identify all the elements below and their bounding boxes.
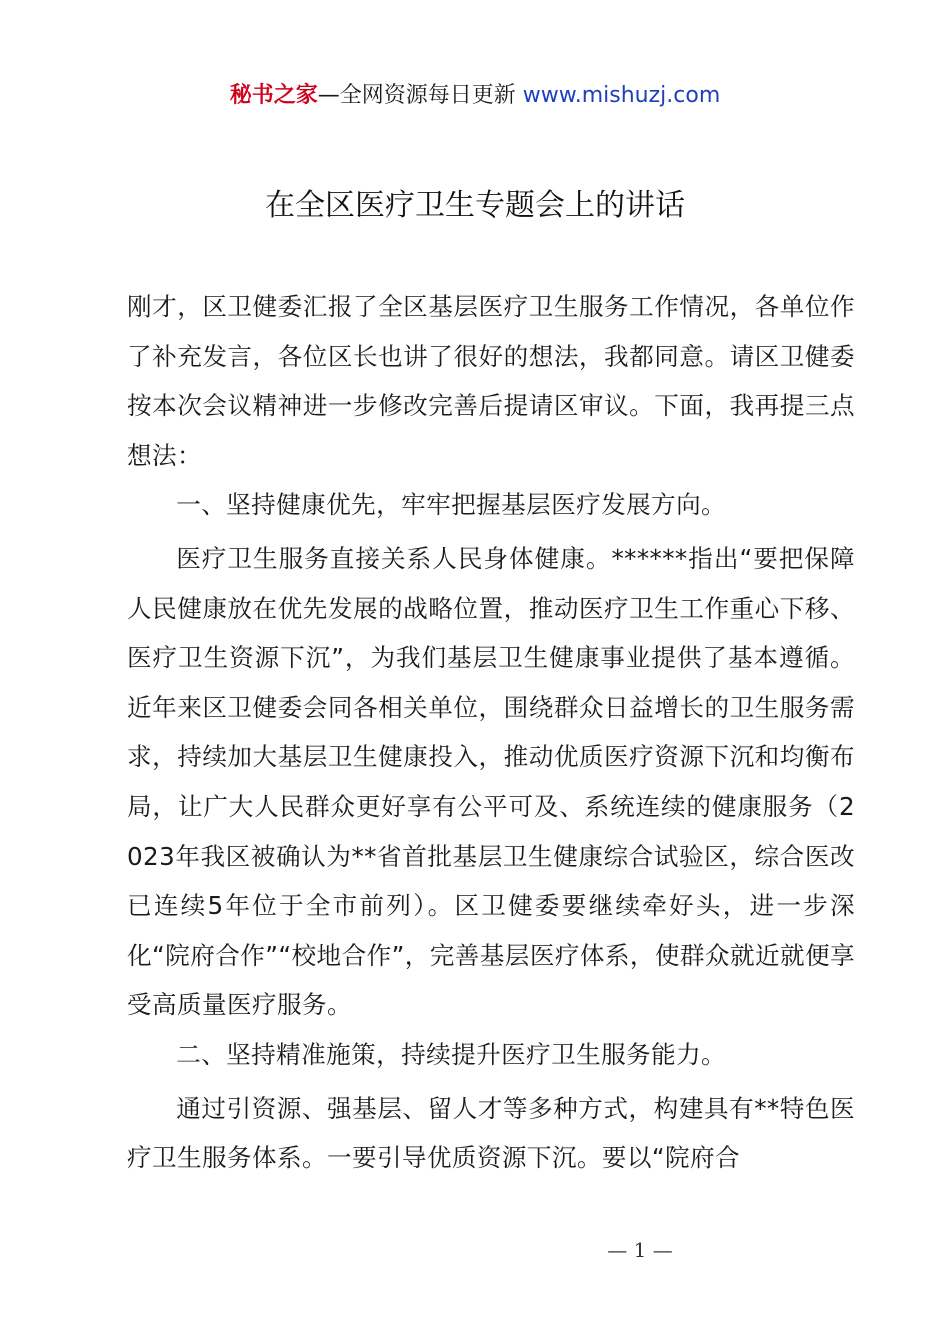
section-2-paragraph: 通过引资源、强基层、留人才等多种方式，构建具有**特色医疗卫生服务体系。一要引导优质资源下沉。要以“院府合 (127, 1093, 855, 1173)
document-title: 在全区医疗卫生专题会上的讲话 (265, 188, 685, 223)
site-url-link[interactable]: www.mishuzj.com (522, 83, 721, 108)
document-body (127, 282, 855, 1183)
header-tagline: —全网资源每日更新 (317, 83, 516, 108)
brand-name: 秘书之家 (229, 83, 318, 108)
section-heading-2: 二、坚持精准施策，持续提升医疗卫生服务能力。 (176, 1039, 727, 1069)
section-heading-1: 一、坚持健康优先，牢牢把握基层医疗发展方向。 (176, 490, 727, 520)
intro-paragraph: 刚才，区卫健委汇报了全区基层医疗卫生服务工作情况，各单位作了补充发言，各位区长也讲了很好的想法，我都同意。请区卫健委按本次会议精神进一步修改完善后提请区审议。下面，我再提三点想法： (127, 292, 855, 470)
site-header (0, 80, 950, 112)
section-1-paragraph: 医疗卫生服务直接关系人民身体健康。******指出“要把保障人民健康放在优先发展的战略位置，推动医疗卫生工作重心下移、医疗卫生资源下沉”，为我们基层卫生健康事业提供了基本遵循。近年来区卫健委会同各相关单位，围绕群众日益增长的卫生服务需求，持续加大基层卫生健康投入，推动优质医疗资源下沉和均衡布局，让广大人民群众更好享有公平可及、系统连续的健康服务（2023年我区被确认为**省首批基层卫生健康综合试验区，综合医改已连续5年位于全市前列）。区卫健委要继续牵好头，进一步深化“院府合作”“校地合作”，完善基层医疗体系，使群众就近就便享受高质量医疗服务。 (127, 543, 855, 1020)
page-number-label: — 1 — (607, 1238, 673, 1262)
page-number (0, 1236, 950, 1264)
